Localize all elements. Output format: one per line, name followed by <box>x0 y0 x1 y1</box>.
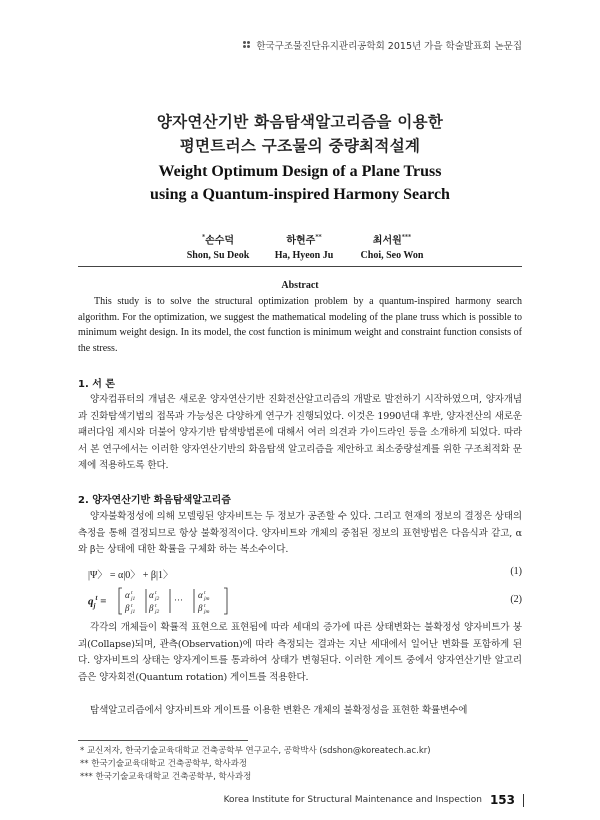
qubit-matrix-icon <box>104 586 254 616</box>
page-number: 153 <box>489 793 515 807</box>
journal-name: 한국구조물진단유지관리공학회 2015년 가을 학술발표회 논문집 <box>256 41 522 52</box>
equation-2 <box>88 586 522 616</box>
title-korean-line2: 평면트러스 구조물의 중량최적설계 <box>179 136 421 155</box>
author-1-mark: * <box>201 234 206 241</box>
svg-text:j2: j2 <box>155 609 160 615</box>
svg-text:jm: jm <box>204 609 210 615</box>
equation-1 <box>88 566 522 581</box>
svg-text:α: α <box>125 590 130 600</box>
svg-text:t: t <box>204 590 206 596</box>
author-3-mark: *** <box>401 234 412 241</box>
title-korean-line1: 양자연산기반 화음탐색알고리즘을 이용한 <box>156 112 444 131</box>
svg-text:···: ··· <box>174 595 183 605</box>
svg-text:α: α <box>198 590 203 600</box>
title-english-line1: Weight Optimum Design of a Plane Truss <box>158 163 442 180</box>
author-3-english: Choi, Seo Won <box>360 250 424 262</box>
footer-organization: Korea Institute for Structural Maintenance and Inspection <box>223 795 482 805</box>
svg-text:j2: j2 <box>155 596 160 602</box>
title-english-line2: using a Quantum-inspired Harmony Search <box>150 186 450 203</box>
author-2-english: Ha, Hyeon Ju <box>274 250 334 262</box>
header-dots-icon <box>243 41 253 50</box>
abstract-body: This study is to solve the structural optimization problem by a quantum-inspired harmony search algorithm. For the optimization, we suggest the mathematical modeling of the plane truss which is possible to minimum weight design. In its model, the cost function is minimum weight and constraint function consists of the stress. <box>78 296 522 354</box>
abstract-top-rule <box>78 266 522 267</box>
svg-text:β: β <box>149 603 154 613</box>
equation-2-lhs: $q_j^t$ = <box>88 594 107 610</box>
author-1-korean: 손수덕 <box>205 235 235 247</box>
svg-text:t: t <box>155 603 157 609</box>
footnote-3: *** 한국기술교육대학교 건축공학부, 학사과정 <box>80 772 252 782</box>
svg-text:t: t <box>131 590 133 596</box>
section-2-heading: 2. 양자연산기반 화음탐색알고리즘 <box>78 495 231 506</box>
equation-1-body: |Ψ〉 = α|0〉 + β|1〉 <box>88 570 173 581</box>
section-2-paragraph-3: 탐색알고리즘에서 양자비트와 게이트를 이용한 변환은 개체의 불확정성을 표현한 확률변수에 <box>90 705 468 716</box>
svg-text:jm: jm <box>204 596 210 602</box>
footer-divider <box>523 794 524 807</box>
abstract-heading: Abstract <box>281 280 319 291</box>
section-1-heading: 1. 서 론 <box>78 379 116 390</box>
footnote-rule <box>78 740 248 741</box>
svg-text:j1: j1 <box>131 609 136 615</box>
svg-text:α: α <box>149 590 154 600</box>
author-3-korean: 최서원 <box>372 235 402 247</box>
section-2-paragraph-1: 양자불확정성에 의해 모델링된 양자비트는 두 정보가 공존할 수 있다. 그리고 현재의 정보의 결정은 상태의 측정을 통해 결정되므로 항상 불확정적이다. 양자비트와 개체의 중첩된 정보의 표현방법은 다음식과 같고, α와 β는 상태에 대한 확률을 구체화 하는 복소수이다. <box>78 511 522 555</box>
svg-text:t: t <box>204 603 206 609</box>
footnote-2: ** 한국기술교육대학교 건축공학부, 학사과정 <box>80 759 248 769</box>
author-3 <box>332 230 452 263</box>
author-2-korean: 하현주 <box>286 235 316 247</box>
svg-text:β: β <box>125 603 130 613</box>
section-1-paragraph: 양자컴퓨터의 개념은 새로운 양자연산기반 진화전산알고리즘의 개발로 발전하기 시작하였으며, 양자개념과 진화탐색기법의 접목과 가능성은 다양하게 연구가 진행되었다. 이것은 1990년대 후반, 양자전산의 새로운 패러다임 제시와 더불어 양자기반 탐색방법론에 대해서 여러 의견과 가이드라인 등을 소개하게 되었다. 따라서 본 연구에서는 이러한 양자연산기반의 화음탐색 알고리즘을 제안하고 최소중량설계를 위한 구조최적화 문제에 적용하도록 한다. <box>78 394 522 471</box>
svg-text:β: β <box>198 603 203 613</box>
footnote-1: * 교신저자, 한국기술교육대학교 건축공학부 연구교수, 공학박사 (sdshon@koreatech.ac.kr) <box>80 746 431 756</box>
author-1-english: Shon, Su Deok <box>186 250 250 262</box>
svg-text:j1: j1 <box>131 596 136 602</box>
page-footer <box>224 793 524 807</box>
svg-text:t: t <box>155 590 157 596</box>
author-2-mark: ** <box>315 234 322 241</box>
equation-1-number: (1) <box>510 566 522 577</box>
equation-2-number: (2) <box>510 594 522 605</box>
journal-header <box>243 38 522 52</box>
svg-text:t: t <box>131 603 133 609</box>
section-2-paragraph-2: 각각의 개체들이 확률적 표현으로 표현됨에 따라 세대의 증가에 따른 상태변화는 불확정성 양자비트가 붕괴(Collapse)되며, 관측(Observation)에 따라 측정되는 결과는 지난 세대에서 일어난 변화를 포함하게 된다. 양자비트의 상태는 양자게이트를 통과하여 상태가 변형된다. 이러한 게이트 중에서 양자연산기반 알고리즘은 양자회전(Quantum rotation) 게이트를 적용한다. <box>78 622 522 683</box>
